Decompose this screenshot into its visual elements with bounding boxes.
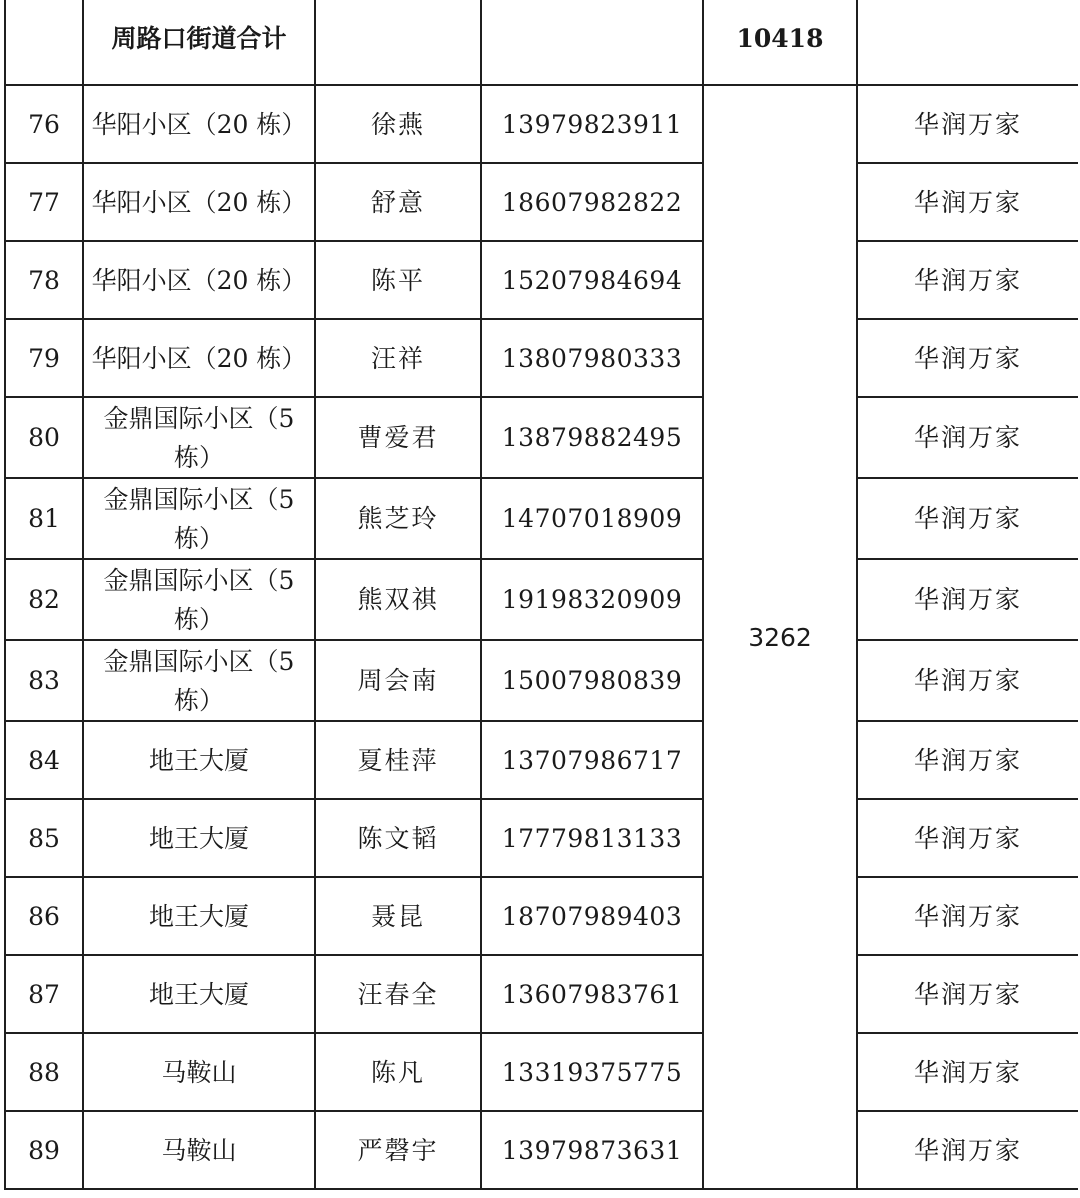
phone-cell: 14707018909	[481, 478, 703, 559]
phone-cell: 13807980333	[481, 319, 703, 397]
row-number: 81	[5, 478, 83, 559]
subtotal-empty-cell	[315, 0, 481, 85]
row-number: 84	[5, 721, 83, 799]
table-body	[5, 0, 1078, 1189]
contact-name-cell: 汪祥	[315, 319, 481, 397]
subtotal-label: 周路口街道合计	[83, 0, 315, 85]
phone-cell: 15007980839	[481, 640, 703, 721]
store-cell: 华润万家	[857, 1111, 1078, 1189]
community-cell: 华阳小区（20 栋）	[83, 163, 315, 241]
subtotal-empty-cell	[481, 0, 703, 85]
contact-name-cell: 周会南	[315, 640, 481, 721]
phone-cell: 18607982822	[481, 163, 703, 241]
row-number: 82	[5, 559, 83, 640]
subtotal-value: 10418	[703, 0, 857, 85]
store-cell: 华润万家	[857, 640, 1078, 721]
contact-name-cell: 聂昆	[315, 877, 481, 955]
community-cell: 金鼎国际小区（5 栋）	[83, 397, 315, 478]
contact-name-cell: 汪春全	[315, 955, 481, 1033]
phone-cell: 13879882495	[481, 397, 703, 478]
phone-cell: 19198320909	[481, 559, 703, 640]
community-cell: 金鼎国际小区（5 栋）	[83, 640, 315, 721]
phone-cell: 13607983761	[481, 955, 703, 1033]
contact-name-cell: 严磬宇	[315, 1111, 481, 1189]
phone-cell: 13707986717	[481, 721, 703, 799]
community-cell: 金鼎国际小区（5 栋）	[83, 478, 315, 559]
community-cell: 马鞍山	[83, 1033, 315, 1111]
community-cell: 金鼎国际小区（5 栋）	[83, 559, 315, 640]
phone-cell: 17779813133	[481, 799, 703, 877]
table-row	[5, 877, 1078, 955]
table-row	[5, 397, 1078, 478]
community-cell: 地王大厦	[83, 877, 315, 955]
row-number: 77	[5, 163, 83, 241]
community-cell: 华阳小区（20 栋）	[83, 85, 315, 163]
document-page	[4, 0, 1078, 1196]
row-number: 76	[5, 85, 83, 163]
table-row	[5, 241, 1078, 319]
table-row	[5, 799, 1078, 877]
contact-name-cell: 曹爱君	[315, 397, 481, 478]
store-cell: 华润万家	[857, 478, 1078, 559]
store-cell: 华润万家	[857, 559, 1078, 640]
row-number: 87	[5, 955, 83, 1033]
contact-name-cell: 陈文韬	[315, 799, 481, 877]
table-row	[5, 1033, 1078, 1111]
row-number: 80	[5, 397, 83, 478]
phone-cell: 18707989403	[481, 877, 703, 955]
subtotal-empty-cell	[857, 0, 1078, 85]
distribution-table	[4, 0, 1078, 1190]
community-cell: 地王大厦	[83, 955, 315, 1033]
row-number: 79	[5, 319, 83, 397]
contact-name-cell: 舒意	[315, 163, 481, 241]
contact-name-cell: 陈凡	[315, 1033, 481, 1111]
phone-cell: 15207984694	[481, 241, 703, 319]
row-number: 88	[5, 1033, 83, 1111]
community-cell: 地王大厦	[83, 799, 315, 877]
store-cell: 华润万家	[857, 877, 1078, 955]
store-cell: 华润万家	[857, 1033, 1078, 1111]
contact-name-cell: 徐燕	[315, 85, 481, 163]
contact-name-cell: 陈平	[315, 241, 481, 319]
row-number: 86	[5, 877, 83, 955]
table-row	[5, 163, 1078, 241]
contact-name-cell: 夏桂萍	[315, 721, 481, 799]
community-cell: 地王大厦	[83, 721, 315, 799]
contact-name-cell: 熊芝玲	[315, 478, 481, 559]
store-cell: 华润万家	[857, 319, 1078, 397]
store-cell: 华润万家	[857, 721, 1078, 799]
store-cell: 华润万家	[857, 397, 1078, 478]
row-number: 85	[5, 799, 83, 877]
community-cell: 华阳小区（20 栋）	[83, 241, 315, 319]
contact-name-cell: 熊双祺	[315, 559, 481, 640]
merged-group-total: 3262	[703, 85, 857, 1189]
store-cell: 华润万家	[857, 241, 1078, 319]
store-cell: 华润万家	[857, 85, 1078, 163]
phone-cell: 13979823911	[481, 85, 703, 163]
table-row	[5, 85, 1078, 163]
row-number: 78	[5, 241, 83, 319]
table-row	[5, 721, 1078, 799]
subtotal-empty-cell	[5, 0, 83, 85]
subtotal-row	[5, 0, 1078, 85]
table-row	[5, 1111, 1078, 1189]
table-row	[5, 559, 1078, 640]
table-row	[5, 640, 1078, 721]
row-number: 89	[5, 1111, 83, 1189]
community-cell: 华阳小区（20 栋）	[83, 319, 315, 397]
store-cell: 华润万家	[857, 955, 1078, 1033]
phone-cell: 13979873631	[481, 1111, 703, 1189]
table-row	[5, 955, 1078, 1033]
phone-cell: 13319375775	[481, 1033, 703, 1111]
store-cell: 华润万家	[857, 163, 1078, 241]
community-cell: 马鞍山	[83, 1111, 315, 1189]
table-row	[5, 319, 1078, 397]
store-cell: 华润万家	[857, 799, 1078, 877]
row-number: 83	[5, 640, 83, 721]
table-row	[5, 478, 1078, 559]
